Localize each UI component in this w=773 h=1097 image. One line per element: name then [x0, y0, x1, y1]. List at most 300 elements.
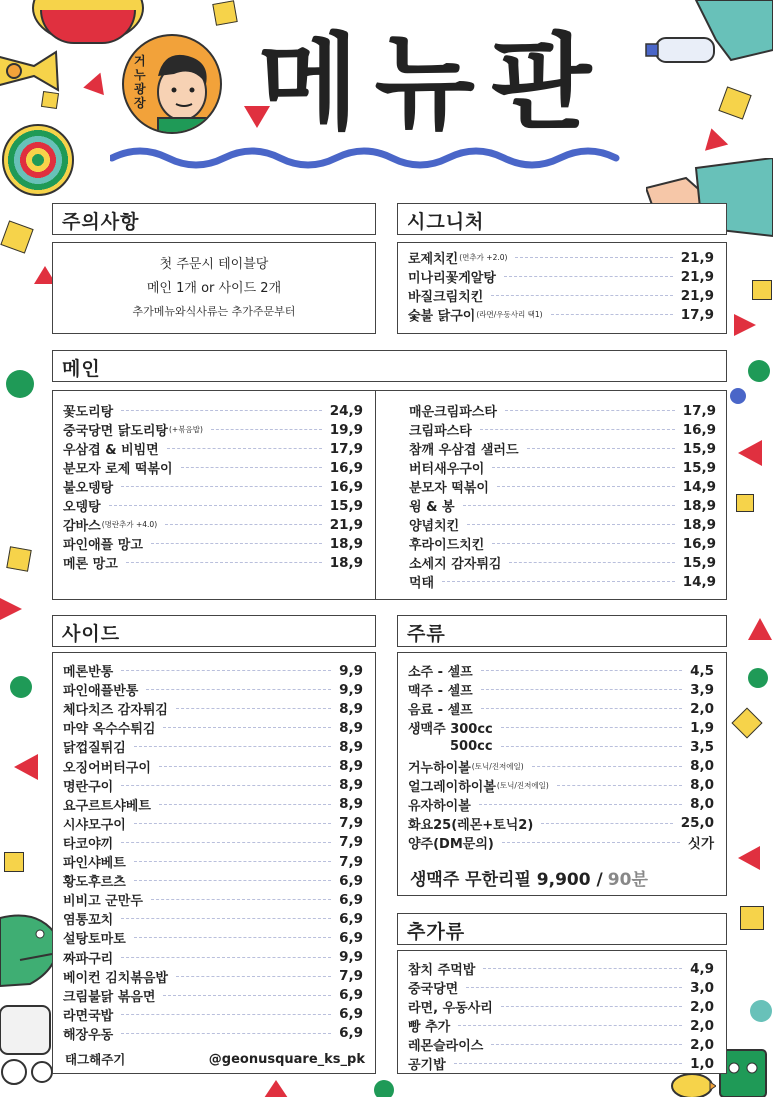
menu-item-name: 후라이드치킨: [409, 538, 485, 553]
dotted-leader: [134, 823, 331, 824]
menu-item-name: 설탕토마토: [63, 932, 126, 948]
main-box: [52, 390, 727, 600]
menu-item-row: [409, 439, 716, 458]
drinks-header-label: 주류: [407, 623, 446, 645]
menu-item-row: [63, 948, 363, 967]
menu-item-name: 맥주 - 셀프: [408, 684, 473, 700]
promo-text: 생맥주 무한리필 9,900 /: [410, 870, 603, 890]
dotted-leader: [159, 804, 331, 805]
dotted-leader: [479, 804, 682, 805]
menu-item-name: 양념치킨: [409, 519, 460, 534]
menu-item-price: 7,9: [339, 968, 363, 985]
dotted-leader: [134, 937, 331, 938]
menu-item-row: [408, 248, 714, 267]
menu-item-row: [408, 997, 714, 1016]
instagram-handle: @geonusquare_ks_pk: [208, 1051, 365, 1067]
dotted-leader: [121, 486, 321, 487]
extras-box: [397, 950, 727, 1074]
menu-item-name: 꽃도리탕: [63, 405, 114, 420]
menu-item-name: 공기밥: [408, 1058, 446, 1073]
dotted-leader: [134, 880, 331, 881]
menu-item-row: [409, 401, 716, 420]
menu-item-row: [63, 515, 363, 534]
menu-item-price: 17,9: [329, 440, 363, 457]
menu-item-name: 황도후르츠: [63, 875, 126, 891]
dotted-leader: [126, 562, 322, 563]
yellow-square-decoration: [731, 707, 762, 738]
menu-item-note: (토닉/진저에일): [496, 780, 549, 790]
menu-item-note: (면추가 +2.0): [459, 253, 508, 262]
menu-item-note: (토닉/진저에일): [471, 761, 524, 771]
menu-item-price: 4,9: [690, 960, 714, 977]
menu-item-name: 매운크림파스타: [409, 405, 497, 420]
menu-item-name: 레몬슬라이스: [408, 1039, 484, 1054]
menu-item-price: 6,9: [339, 1006, 363, 1023]
dotted-leader: [134, 746, 331, 747]
drum-band: [40, 10, 136, 44]
menu-item-name: 먹태: [409, 576, 435, 591]
menu-item-price: 16,9: [682, 535, 716, 552]
menu-item-price: 8,0: [690, 758, 714, 774]
dotted-leader: [121, 785, 331, 786]
blue-circle-decoration: [730, 388, 746, 404]
menu-item-price: 2,0: [690, 700, 714, 717]
menu-item-name: 체다치즈 감자튀김: [63, 703, 168, 719]
menu-item-name: 크림불닭 볶음면: [63, 989, 156, 1005]
menu-item-price: 18,9: [329, 554, 363, 571]
menu-item-price: 25,0: [680, 815, 714, 832]
red-triangle-decoration: [738, 846, 760, 870]
red-triangle-decoration: [83, 69, 111, 95]
menu-item-row: [408, 757, 714, 776]
dotted-leader: [121, 1014, 331, 1015]
menu-item-name: 참치 주먹밥: [408, 963, 476, 978]
dotted-leader: [151, 543, 322, 544]
menu-item-row: [408, 1054, 714, 1073]
dotted-leader: [481, 670, 682, 671]
signature-header-label: 시그니처: [407, 211, 485, 233]
yellow-square-decoration: [740, 906, 764, 930]
menu-item-name: 파인샤베트: [63, 856, 126, 871]
signature-header: [397, 203, 727, 235]
menu-item-price: 3,0: [690, 979, 714, 996]
menu-item-price: 2,0: [690, 998, 714, 1015]
menu-item-price: 14,9: [682, 573, 716, 590]
logo-text: 거누광장: [134, 54, 146, 110]
menu-item-price: 7,9: [339, 834, 363, 851]
menu-item-row: [63, 477, 363, 496]
drinks-header: [397, 615, 727, 647]
menu-item-row: [409, 553, 716, 572]
menu-item-price: 싯가: [687, 836, 714, 853]
menu-item-row: [409, 534, 716, 553]
notice-header-label: 주의사항: [62, 211, 140, 233]
dotted-leader: [504, 276, 673, 277]
dotted-leader: [467, 524, 674, 525]
notice-box: [52, 242, 376, 334]
menu-item-row: [409, 477, 716, 496]
yellow-square-decoration: [718, 86, 751, 119]
menu-item-name: 불오뎅탕: [63, 481, 114, 496]
menu-item-row: [63, 553, 363, 572]
menu-item-row: [63, 458, 363, 477]
menu-item-price: 9,9: [339, 949, 363, 965]
menu-item-name: 메론 망고: [63, 557, 118, 572]
menu-item-price: 16,9: [329, 478, 363, 495]
dotted-leader: [134, 861, 331, 862]
menu-item-price: 7,9: [339, 815, 363, 832]
dotted-leader: [163, 727, 331, 728]
dotted-leader: [458, 1025, 682, 1026]
menu-item-name: 중국당면: [408, 982, 459, 997]
menu-item-price: 15,9: [682, 459, 716, 476]
menu-item-row: [408, 699, 714, 718]
menu-item-name: 미나리꽃게알탕: [408, 271, 496, 286]
green-circle-decoration: [374, 1080, 394, 1097]
menu-item-row: [63, 871, 363, 890]
hand-with-bottle-illustration: [636, 0, 773, 80]
menu-item-row: [63, 680, 363, 699]
menu-item-row: [63, 661, 363, 680]
menu-item-price: 4,5: [690, 662, 714, 679]
dotted-leader: [480, 429, 675, 430]
tag-row: [65, 1049, 365, 1069]
menu-item-row: [63, 718, 363, 737]
menu-item-row: [63, 420, 363, 439]
menu-item-name: 소주 - 셀프: [408, 665, 473, 680]
menu-item-name: 마약 옥수수튀김: [63, 722, 156, 738]
menu-item-name: 파인애플반통: [63, 684, 139, 700]
menu-item-row: [63, 757, 363, 776]
wavy-underline: [110, 142, 630, 172]
menu-item-name: 유자하이볼: [408, 798, 471, 814]
menu-item-name: 화요25(레몬+토닉2): [408, 817, 534, 833]
yellow-square-decoration: [41, 91, 59, 109]
menu-item-name: 참깨 우삼겹 샐러드: [409, 443, 519, 458]
dotted-leader: [121, 842, 331, 843]
yellow-square-decoration: [0, 220, 33, 253]
dotted-leader: [176, 708, 331, 709]
notice-line: 추가메뉴와식사류는 추가주문부터: [132, 305, 296, 318]
menu-item-name: 생맥주 300cc: [408, 722, 493, 738]
menu-item-name: 파인애플 망고: [63, 538, 143, 553]
menu-item-price: 21,9: [680, 249, 714, 266]
menu-item-name: 얼그레이하이볼: [408, 779, 496, 795]
menu-item-name: 타코야끼: [63, 836, 114, 852]
menu-item-name: 명란구이: [63, 779, 114, 795]
dotted-leader: [109, 505, 322, 506]
trumpet-illustration: [0, 48, 64, 94]
menu-item-name: 라면국밥: [63, 1008, 114, 1024]
menu-item-name: 버터새우구이: [409, 462, 485, 477]
menu-item-price: 15,9: [329, 497, 363, 514]
notice-line: 첫 주문시 테이블당: [159, 257, 269, 272]
side-header-label: 사이드: [62, 623, 121, 645]
menu-item-name: 음료 - 셀프: [408, 703, 473, 719]
menu-item-price: 6,9: [339, 1025, 363, 1042]
menu-item-price: 1,0: [690, 1055, 714, 1072]
dotted-leader: [505, 410, 675, 411]
menu-item-name: 윙 & 봉: [409, 500, 455, 515]
yellow-square-decoration: [752, 280, 772, 300]
menu-item-price: 21,9: [680, 287, 714, 304]
menu-item-row: [408, 814, 714, 833]
menu-item-row: [409, 496, 716, 515]
main-column-divider: [375, 391, 376, 599]
extras-header-label: 추가류: [407, 921, 466, 943]
dotted-leader: [121, 957, 331, 958]
menu-item-row: [408, 737, 714, 756]
dotted-leader: [497, 486, 675, 487]
dotted-leader: [481, 689, 682, 690]
yellow-square-decoration: [6, 546, 31, 571]
dotted-leader: [551, 314, 673, 315]
menu-item-name: 염통꼬치: [63, 913, 114, 929]
notice-header: [52, 203, 376, 235]
menu-item-name: 숯불 닭구이: [408, 309, 476, 324]
menu-item-row: [409, 515, 716, 534]
menu-item-price: 21,9: [329, 516, 363, 533]
menu-item-price: 24,9: [329, 402, 363, 419]
menu-item-price: 17,9: [680, 306, 714, 323]
menu-item-name: 양주(DM문의): [408, 836, 494, 852]
dotted-leader: [557, 785, 682, 786]
menu-item-row: [408, 978, 714, 997]
drinks-box: [397, 652, 727, 896]
dotted-leader: [159, 766, 331, 767]
menu-item-price: 18,9: [682, 497, 716, 514]
main-header-label: 메인: [62, 358, 101, 380]
stroller-illustration: [0, 1000, 56, 1090]
menu-item-row: [63, 890, 363, 909]
menu-item-row: [63, 814, 363, 833]
page-title: 메뉴판: [258, 22, 608, 144]
menu-item-row: [408, 776, 714, 795]
dotted-leader: [491, 1044, 682, 1045]
menu-item-row: [408, 680, 714, 699]
menu-item-row: [408, 1016, 714, 1035]
menu-item-price: 3,9: [690, 681, 714, 698]
menu-item-price: 6,9: [339, 891, 363, 908]
dotted-leader: [502, 842, 680, 843]
dotted-leader: [151, 899, 331, 900]
dotted-leader: [501, 746, 683, 747]
menu-item-price: 7,9: [339, 853, 363, 870]
menu-item-price: 14,9: [682, 478, 716, 495]
dotted-leader: [483, 968, 682, 969]
menu-item-row: [63, 776, 363, 795]
menu-item-price: 8,9: [339, 758, 363, 774]
menu-item-name: 닭껍질튀김: [63, 741, 126, 757]
menu-item-row: [408, 833, 714, 852]
menu-item-note: (라면/우동사리 택1): [476, 310, 543, 319]
menu-item-name: 라면, 우동사리: [408, 1001, 493, 1016]
menu-item-price: 15,9: [682, 554, 716, 571]
target-circle-decoration: [2, 124, 74, 196]
main-left-column: [53, 391, 375, 599]
menu-item-name: 로제치킨: [408, 252, 459, 267]
menu-item-row: [63, 795, 363, 814]
dotted-leader: [121, 410, 321, 411]
menu-item-row: [63, 496, 363, 515]
menu-item-row: [408, 661, 714, 680]
dotted-leader: [466, 987, 682, 988]
dotted-leader: [176, 976, 331, 977]
dotted-leader: [121, 1033, 331, 1034]
menu-item-price: 8,0: [690, 777, 714, 794]
dotted-leader: [515, 257, 672, 258]
menu-item-price: 21,9: [680, 268, 714, 285]
menu-item-name: 오뎅탕: [63, 500, 101, 515]
menu-item-name: 우삼겹 & 비빔면: [63, 443, 159, 458]
menu-item-row: [63, 852, 363, 871]
dotted-leader: [442, 581, 675, 582]
menu-item-name: 빵 추가: [408, 1020, 451, 1035]
menu-item-name: 해장우동: [63, 1027, 114, 1043]
dotted-leader: [163, 995, 331, 996]
main-header: [52, 350, 727, 382]
red-triangle-decoration: [748, 618, 772, 640]
menu-item-row: [63, 534, 363, 553]
menu-item-name: 베이컨 김치볶음밥: [63, 970, 168, 986]
menu-item-price: 8,9: [339, 738, 363, 755]
notice-line: 메인 1개 or 사이드 2개: [146, 281, 282, 296]
menu-item-price: 19,9: [329, 421, 363, 438]
dotted-leader: [146, 689, 331, 690]
signature-box: [397, 242, 727, 334]
extras-header: [397, 913, 727, 945]
dotted-leader: [211, 429, 322, 430]
menu-item-row: [63, 909, 363, 928]
menu-item-row: [63, 737, 363, 756]
menu-item-name: 분모자 로제 떡볶이: [63, 462, 173, 477]
menu-item-row: [63, 1005, 363, 1024]
main-right-column: [399, 391, 728, 599]
menu-item-row: [63, 986, 363, 1005]
menu-item-row: [409, 458, 716, 477]
menu-item-name: 짜파구리: [63, 951, 114, 967]
menu-item-price: 9,9: [339, 662, 363, 679]
menu-item-row: [63, 699, 363, 718]
menu-item-row: [409, 420, 716, 439]
yellow-square-decoration: [736, 494, 754, 512]
menu-item-price: 16,9: [329, 459, 363, 476]
menu-item-row: [408, 1035, 714, 1054]
dotted-leader: [527, 448, 675, 449]
menu-item-name: 요구르트샤베트: [63, 798, 151, 814]
menu-item-note: (명란추가 +4.0): [101, 520, 158, 529]
promo-time: 90분: [607, 870, 648, 890]
dotted-leader: [532, 766, 682, 767]
menu-item-price: 2,0: [690, 1017, 714, 1034]
menu-item-price: 8,9: [339, 796, 363, 813]
dotted-leader: [165, 524, 322, 525]
dotted-leader: [501, 727, 682, 728]
dotted-leader: [492, 543, 674, 544]
menu-item-price: 9,9: [339, 681, 363, 698]
menu-item-name: 바질크림치킨: [408, 290, 484, 305]
red-triangle-decoration: [0, 598, 22, 620]
menu-item-row: [63, 928, 363, 947]
yellow-square-decoration: [4, 852, 24, 872]
menu-item-name: 오징어버터구이: [63, 760, 151, 776]
dotted-leader: [121, 670, 331, 671]
menu-item-row: [63, 439, 363, 458]
menu-item-row: [409, 572, 716, 591]
red-triangle-decoration: [700, 125, 728, 151]
menu-item-name: 비비고 군만두: [63, 894, 143, 910]
dotted-leader: [463, 505, 675, 506]
menu-item-row: [408, 718, 714, 737]
dotted-leader: [167, 448, 322, 449]
dotted-leader: [454, 1063, 682, 1064]
menu-item-row: [63, 967, 363, 986]
menu-item-name: 500cc: [450, 739, 493, 755]
menu-item-note: (+볶음밥): [169, 425, 203, 434]
menu-item-name: 소세지 감자튀김: [409, 557, 502, 572]
teal-circle-decoration: [750, 1000, 772, 1022]
green-circle-decoration: [10, 676, 32, 698]
menu-item-price: 18,9: [329, 535, 363, 552]
green-circle-decoration: [748, 668, 768, 688]
dotted-leader: [509, 562, 674, 563]
dotted-leader: [121, 918, 331, 919]
menu-item-price: 8,9: [339, 719, 363, 736]
yellow-square-decoration: [212, 0, 237, 25]
menu-item-name: 중국당면 닭도리탕: [63, 424, 168, 439]
menu-item-row: [408, 795, 714, 814]
red-triangle-decoration: [738, 440, 762, 466]
menu-item-row: [408, 959, 714, 978]
logo-badge: [122, 34, 222, 134]
menu-item-price: 1,9: [690, 719, 714, 736]
menu-item-price: 2,0: [690, 1036, 714, 1053]
red-triangle-decoration: [734, 314, 756, 336]
menu-item-name: 분모자 떡볶이: [409, 481, 489, 496]
tag-label: 태그해주기: [65, 1052, 126, 1067]
menu-item-price: 18,9: [682, 516, 716, 533]
side-header: [52, 615, 376, 647]
menu-item-row: [63, 1024, 363, 1043]
dotted-leader: [181, 467, 322, 468]
menu-item-row: [408, 305, 714, 324]
menu-item-price: 6,9: [339, 910, 363, 927]
menu-item-name: 크림파스타: [409, 424, 472, 439]
promo-line: [410, 865, 648, 890]
dotted-leader: [541, 823, 672, 824]
dotted-leader: [491, 295, 672, 296]
green-circle-decoration: [748, 360, 770, 382]
dotted-leader: [481, 708, 682, 709]
menu-item-price: 15,9: [682, 440, 716, 457]
menu-item-row: [408, 286, 714, 305]
menu-item-price: 8,9: [339, 700, 363, 717]
menu-item-name: 시샤모구이: [63, 817, 126, 833]
menu-item-row: [63, 833, 363, 852]
menu-item-price: 8,9: [339, 777, 363, 794]
menu-item-name: 메론반통: [63, 665, 114, 680]
menu-item-name: 감바스: [63, 519, 101, 534]
menu-item-row: [408, 267, 714, 286]
menu-item-price: 6,9: [339, 987, 363, 1004]
menu-item-row: [63, 401, 363, 420]
menu-item-price: 16,9: [682, 421, 716, 438]
dotted-leader: [492, 467, 674, 468]
menu-item-price: 3,5: [690, 738, 714, 755]
dotted-leader: [501, 1006, 682, 1007]
red-triangle-decoration: [264, 1080, 288, 1097]
side-box: [52, 652, 376, 1074]
